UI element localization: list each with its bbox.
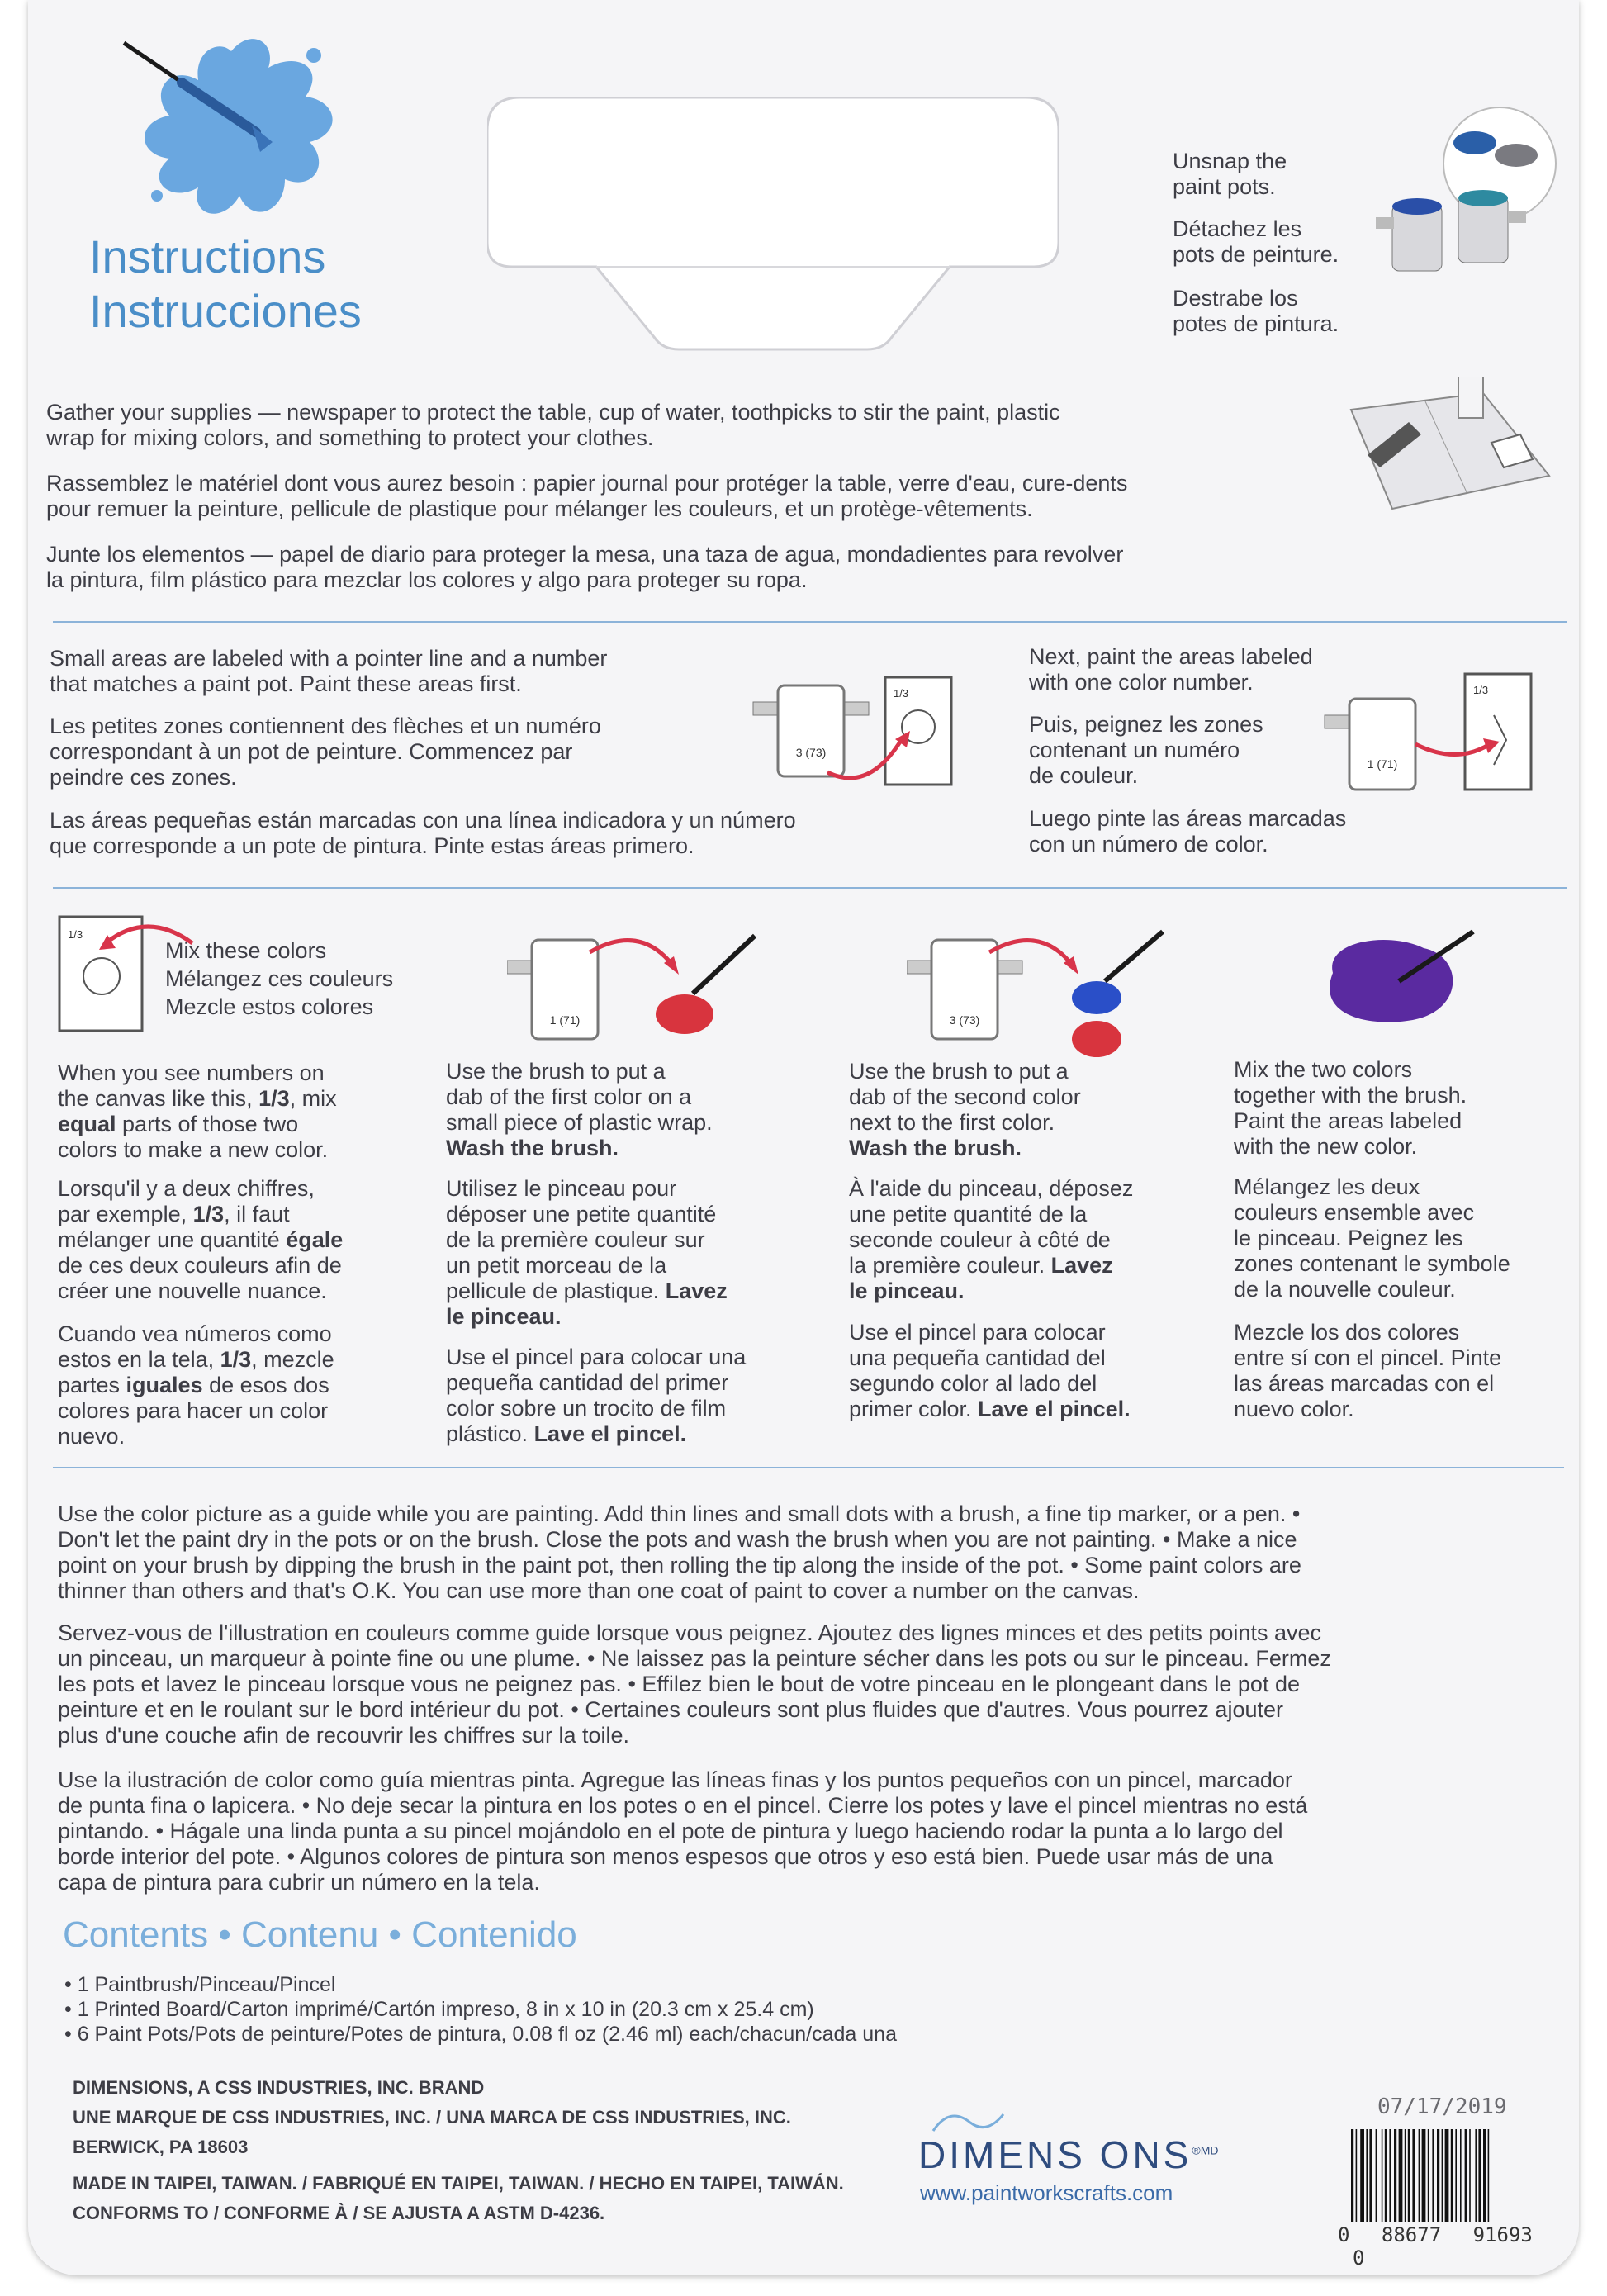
supplies-illustration bbox=[1343, 377, 1557, 517]
manufacture-info: MADE IN TAIPEI, TAIWAN. / FABRIQUÉ EN TAIPEI, TAIWAN. / HECHO EN TAIPEI, TAIWÁN. CONFORMS TO / CONFORME À / SE AJUSTA A ASTM D-4236. bbox=[73, 2173, 844, 2223]
fraction-label-b: 1/3 bbox=[1473, 684, 1489, 696]
brand-logo: DIMENS $ONS^{®MD}$ bbox=[918, 2133, 1219, 2176]
small-areas-en: Small areas are labeled with a pointer line and a number that matches a paint pot. Paint these areas first. bbox=[50, 646, 608, 696]
contents-heading: Contents • Contenu • Contenido bbox=[63, 1914, 577, 1955]
tips-fr: Servez-vous de l'illustration en couleurs comme guide lorsque vous peignez. Ajoutez des lignes minces et des petits points avec un pinceau, un marqueur à pointe fine ou une plume. • Ne laissez pas la peinture sécher dans les pots ou sur le pinceau. Fermez les pots et lavez le pinceau lorsque vous ne peignez pas. • Effilez bien le bout de votre pinceau en le plongeant dans le pot de peinture et en le roulant sur le bord intérieur du pot. • Certaines couleurs sont plus fluides que d'autres. Vous pourrez ajouter plus d'une couche afin de recouvrir les chiffres sur la toile. bbox=[58, 1620, 1331, 1748]
unsnap-en: Unsnap the paint pots. bbox=[1173, 149, 1287, 199]
title-spanish: Instrucciones bbox=[89, 285, 362, 337]
small-areas-es: Las áreas pequeñas están marcadas con una línea indicadora y un número que corresponde a un pote de pintura. Pinte estas áreas primero. bbox=[50, 808, 796, 858]
unsnap-fr: Détachez les pots de peinture. bbox=[1173, 216, 1339, 267]
contents-list bbox=[64, 1972, 897, 2047]
step4-fr: Mélangez les deux couleurs ensemble avec le pinceau. Peignez les zones contenant le symbole de la nouvelle couleur. bbox=[1234, 1174, 1510, 1302]
pointer-diagram bbox=[745, 669, 960, 793]
paint-splash-icon bbox=[107, 18, 355, 249]
step2-en: Use the brush to put a dab of the first color on a small piece of plastic wrap. Wash the brush. bbox=[446, 1059, 713, 1160]
small-areas-fr: Les petites zones contiennent des flèches et un numéro correspondant à un pot de peinture. Commencez par peindre ces zones. bbox=[50, 714, 601, 790]
mix-label-es: Mezcle estos colores bbox=[165, 994, 374, 1019]
mixed-color-diagram bbox=[1300, 923, 1481, 1031]
fraction-label-c: 1/3 bbox=[68, 928, 83, 941]
paint-pots-illustration bbox=[1359, 106, 1579, 320]
contents-item: • 6 Paint Pots/Pots de peinture/Potes de pintura, 0.08 fl oz (2.46 ml) each/chacun/cada una bbox=[64, 2022, 897, 2047]
divider bbox=[53, 1467, 1564, 1468]
fraction-label-a: 1/3 bbox=[894, 687, 909, 700]
company-info: DIMENSIONS, A CSS INDUSTRIES, INC. BRAND UNE MARQUE DE CSS INDUSTRIES, INC. / UNA MARCA DE CSS INDUSTRIES, INC. BERWICK, PA 18603 bbox=[73, 2077, 791, 2157]
next-areas-en: Next, paint the areas labeled with one color number. bbox=[1029, 644, 1313, 695]
pot-label-d: 3 (73) bbox=[949, 1013, 980, 1027]
unsnap-es: Destrabe los potes de pintura. bbox=[1173, 286, 1339, 336]
step3-en: Use the brush to put a dab of the second color next to the first color. Wash the brush. bbox=[849, 1059, 1081, 1160]
tips-es: Use la ilustración de color como guía mientras pinta. Agregue las líneas finas y los puntos pequeños con un pincel, marcador de punta fina o lapicera. • No deje secar la pintura en los potes o en el pincel. Cierre los potes y lave el pincel mientras no está pintando. • Hágale una linda punta a su pincel mojándolo en el pote de pintura y luego haciendo rodar la punta a lo largo del borde interior del pote. • Algunos colores de pintura son menos espesos que otros y eso está bien. Puede usar más de una capa de pintura para cubrir un número en la tela. bbox=[58, 1767, 1308, 1895]
step1-fr: Lorsqu'il y a deux chiffres, par exemple, 1/3, il faut mélanger une quantité égale de ces deux couleurs afin de créer une nouvelle nuance. bbox=[58, 1176, 344, 1303]
step4-en: Mix the two colors together with the brush. Paint the areas labeled with the new color. bbox=[1234, 1057, 1467, 1159]
step3-fr: À l'aide du pinceau, déposez une petite quantité de la seconde couleur à côté de la première couleur. Lavez le pinceau. bbox=[849, 1176, 1134, 1303]
step3-es: Use el pincel para colocar una pequeña cantidad del segundo color al lado del primer color. Lave el pincel. bbox=[849, 1320, 1131, 1421]
supplies-fr: Rassemblez le matériel dont vous aurez besoin : papier journal pour protéger la table, verre d'eau, cure-dents pour remuer la peinture, pellicule de plastique pour mélanger les couleurs, et un protège-vêtements. bbox=[46, 471, 1128, 521]
pot-label-a: 3 (73) bbox=[795, 746, 827, 759]
contents-item: • 1 Printed Board/Carton imprimé/Cartón impreso, 8 in x 10 in (20.3 cm x 25.4 cm) bbox=[64, 1997, 897, 2022]
barcode bbox=[1348, 2129, 1546, 2222]
mix-label-fr: Mélangez ces couleurs bbox=[165, 966, 394, 991]
print-date: 07/17/2019 bbox=[1377, 2094, 1507, 2119]
pot-label-c: 1 (71) bbox=[549, 1013, 581, 1027]
instruction-card bbox=[28, 0, 1579, 2275]
next-areas-es: Luego pinte las áreas marcadas con un número de color. bbox=[1029, 806, 1347, 856]
contents-item: • 1 Paintbrush/Pinceau/Pincel bbox=[64, 1972, 897, 1997]
supplies-es: Junte los elementos — papel de diario para proteger la mesa, una taza de agua, mondadientes para revolver la pintura, film plástico para mezclar los colores y algo para proteger su ropa. bbox=[46, 542, 1124, 592]
second-color-diagram bbox=[907, 915, 1171, 1064]
step2-es: Use el pincel para colocar una pequeña cantidad del primer color sobre un trocito de film plástico. Lave el pincel. bbox=[446, 1345, 747, 1446]
divider bbox=[53, 621, 1567, 623]
tips-en: Use the color picture as a guide while you are painting. Add thin lines and small dots with a brush, a fine tip marker, or a pen. • Don't let the paint dry in the pots or on the brush. Close the pots and wash the brush when you are not painting. • Make a nice point on your brush by dipping the brush in the paint pot, then rolling the tip along the inside of the pot. • Some paint colors are thinner than others and that's O.K. You can use more than one coat of paint to cover a number on the canvas. bbox=[58, 1501, 1301, 1603]
hang-tab-cutout bbox=[487, 97, 1059, 352]
barcode-digits: 0 88677 91693 0 bbox=[1338, 2223, 1533, 2270]
step1-en: When you see numbers on the canvas like this, 1/3, mix equal parts of those two colors to make a new color. bbox=[58, 1060, 337, 1162]
step1-es: Cuando vea números como estos en la tela, 1/3, mezcle partes iguales de esos dos colores para hacer un color nuevo. bbox=[58, 1321, 334, 1449]
first-color-diagram bbox=[507, 915, 771, 1047]
supplies-en: Gather your supplies — newspaper to protect the table, cup of water, toothpicks to stir the paint, plastic wrap for mixing colors, and something to protect your clothes. bbox=[46, 400, 1060, 450]
website-link[interactable]: www.paintworkscrafts.com bbox=[920, 2180, 1173, 2205]
pot-label-b: 1 (71) bbox=[1367, 757, 1398, 771]
next-areas-fr: Puis, peignez les zones contenant un numéro de couleur. bbox=[1029, 712, 1263, 788]
divider bbox=[53, 887, 1567, 889]
next-areas-diagram bbox=[1316, 666, 1539, 798]
mix-label-en: Mix these colors bbox=[165, 938, 327, 963]
step2-fr: Utilisez le pinceau pour déposer une petite quantité de la première couleur sur un petit morceau de la pellicule de plastique. Lavez le pinceau. bbox=[446, 1176, 728, 1329]
title-english: Instructions bbox=[89, 230, 326, 282]
step4-es: Mezcle los dos colores entre sí con el pincel. Pinte las áreas marcadas con el nuevo color. bbox=[1234, 1320, 1502, 1421]
page-title bbox=[89, 230, 362, 339]
